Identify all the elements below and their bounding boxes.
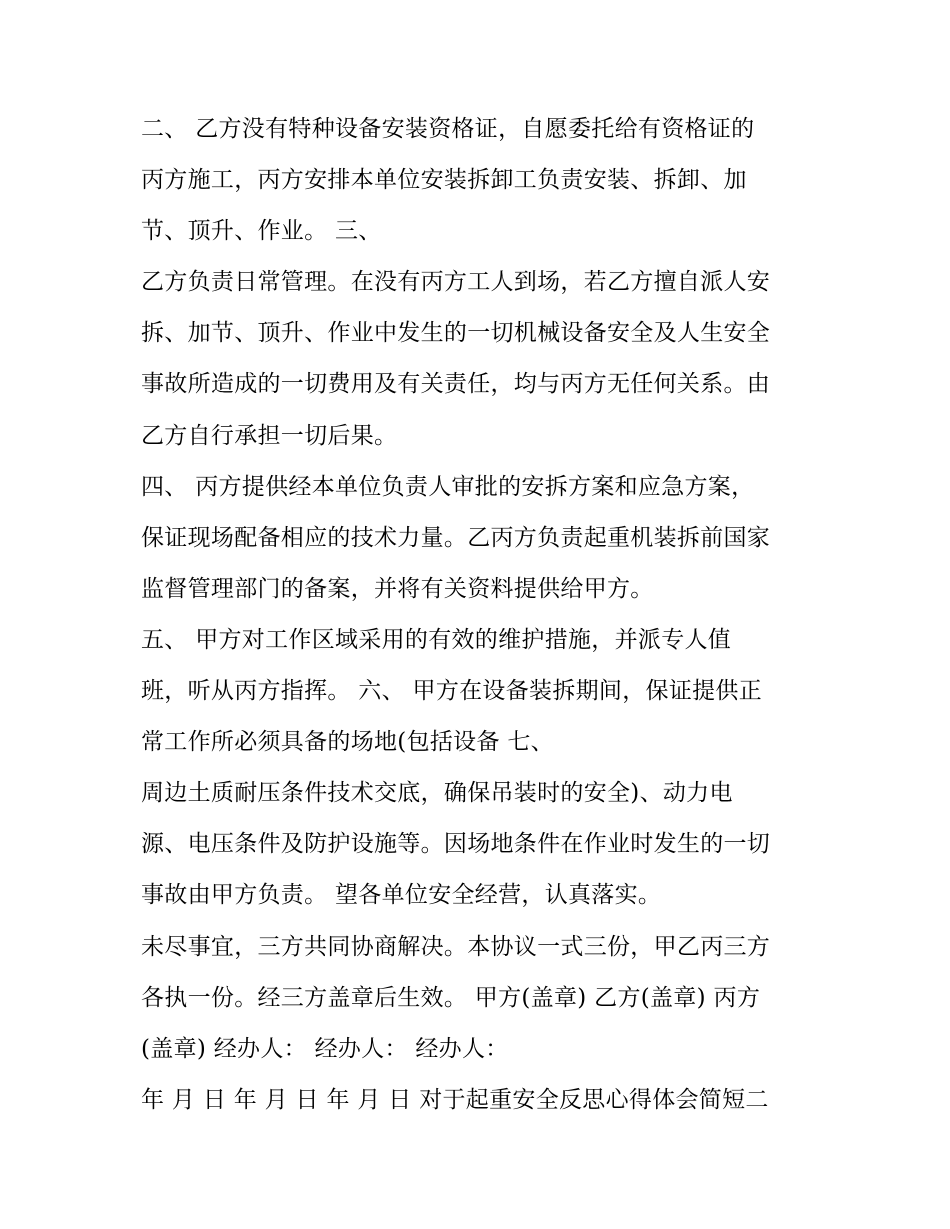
text-line: 未尽事宜，三方共同协商解决。本协议一式三份，甲乙丙三方: [141, 933, 771, 960]
text-line: 保证现场配备相应的技术力量。乙丙方负责起重机装拆前国家: [141, 524, 771, 551]
text-line: 周边土质耐压条件技术交底，确保吊装时的安全)、动力电: [141, 780, 733, 807]
text-line: 常工作所必须具备的场地(包括设备 七、: [141, 729, 554, 756]
text-line: 乙方自行承担一切后果。: [141, 422, 398, 449]
text-line: 丙方施工，丙方安排本单位安装拆卸工负责安装、拆卸、加: [141, 167, 747, 194]
text-line: 年 月 日 年 月 日 年 月 日 对于起重安全反思心得体会简短二: [141, 1086, 769, 1113]
text-line: 乙方负责日常管理。在没有丙方工人到场，若乙方擅自派人安: [141, 269, 771, 296]
document-body: [141, 108, 841, 1130]
text-line: 事故由甲方负责。 望各单位安全经营，认真落实。: [141, 882, 662, 909]
text-line: 二、 乙方没有特种设备安装资格证，自愿委托给有资格证的: [141, 116, 755, 142]
text-line: 源、电压条件及防护设施等。因场地条件在作业时发生的一切: [141, 831, 771, 858]
text-line: 节、顶升、作业。 三、: [141, 218, 382, 245]
text-line: 事故所造成的一切费用及有关责任，均与丙方无任何关系。由: [141, 371, 771, 398]
text-line: 五、 甲方对工作区域采用的有效的维护措施，并派专人值: [141, 626, 732, 653]
text-line: 四、 丙方提供经本单位负责人审批的安拆方案和应急方案，: [141, 473, 755, 500]
text-line: 各执一份。经三方盖章后生效。 甲方(盖章) 乙方(盖章) 丙方: [141, 984, 761, 1011]
text-line: 监督管理部门的备案，并将有关资料提供给甲方。: [141, 575, 654, 602]
text-line: (盖章) 经办人： 经办人： 经办人：: [141, 1035, 509, 1062]
text-line: 拆、加节、顶升、作业中发生的一切机械设备安全及人生安全: [141, 320, 771, 347]
text-line: 班，听从丙方指挥。 六、 甲方在设备装拆期间，保证提供正: [141, 678, 763, 705]
